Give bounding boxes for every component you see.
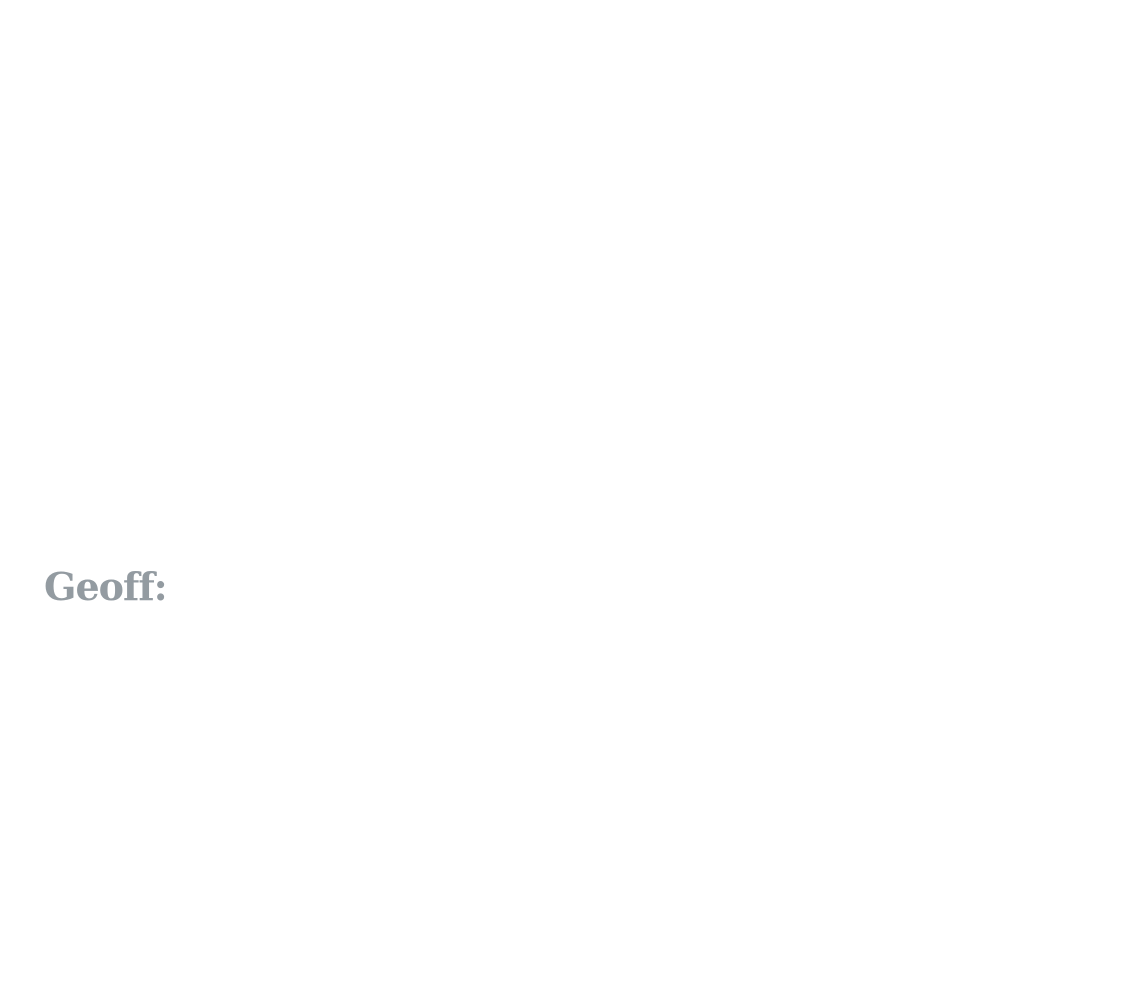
speaker-label: Geoff: <box>44 564 167 609</box>
